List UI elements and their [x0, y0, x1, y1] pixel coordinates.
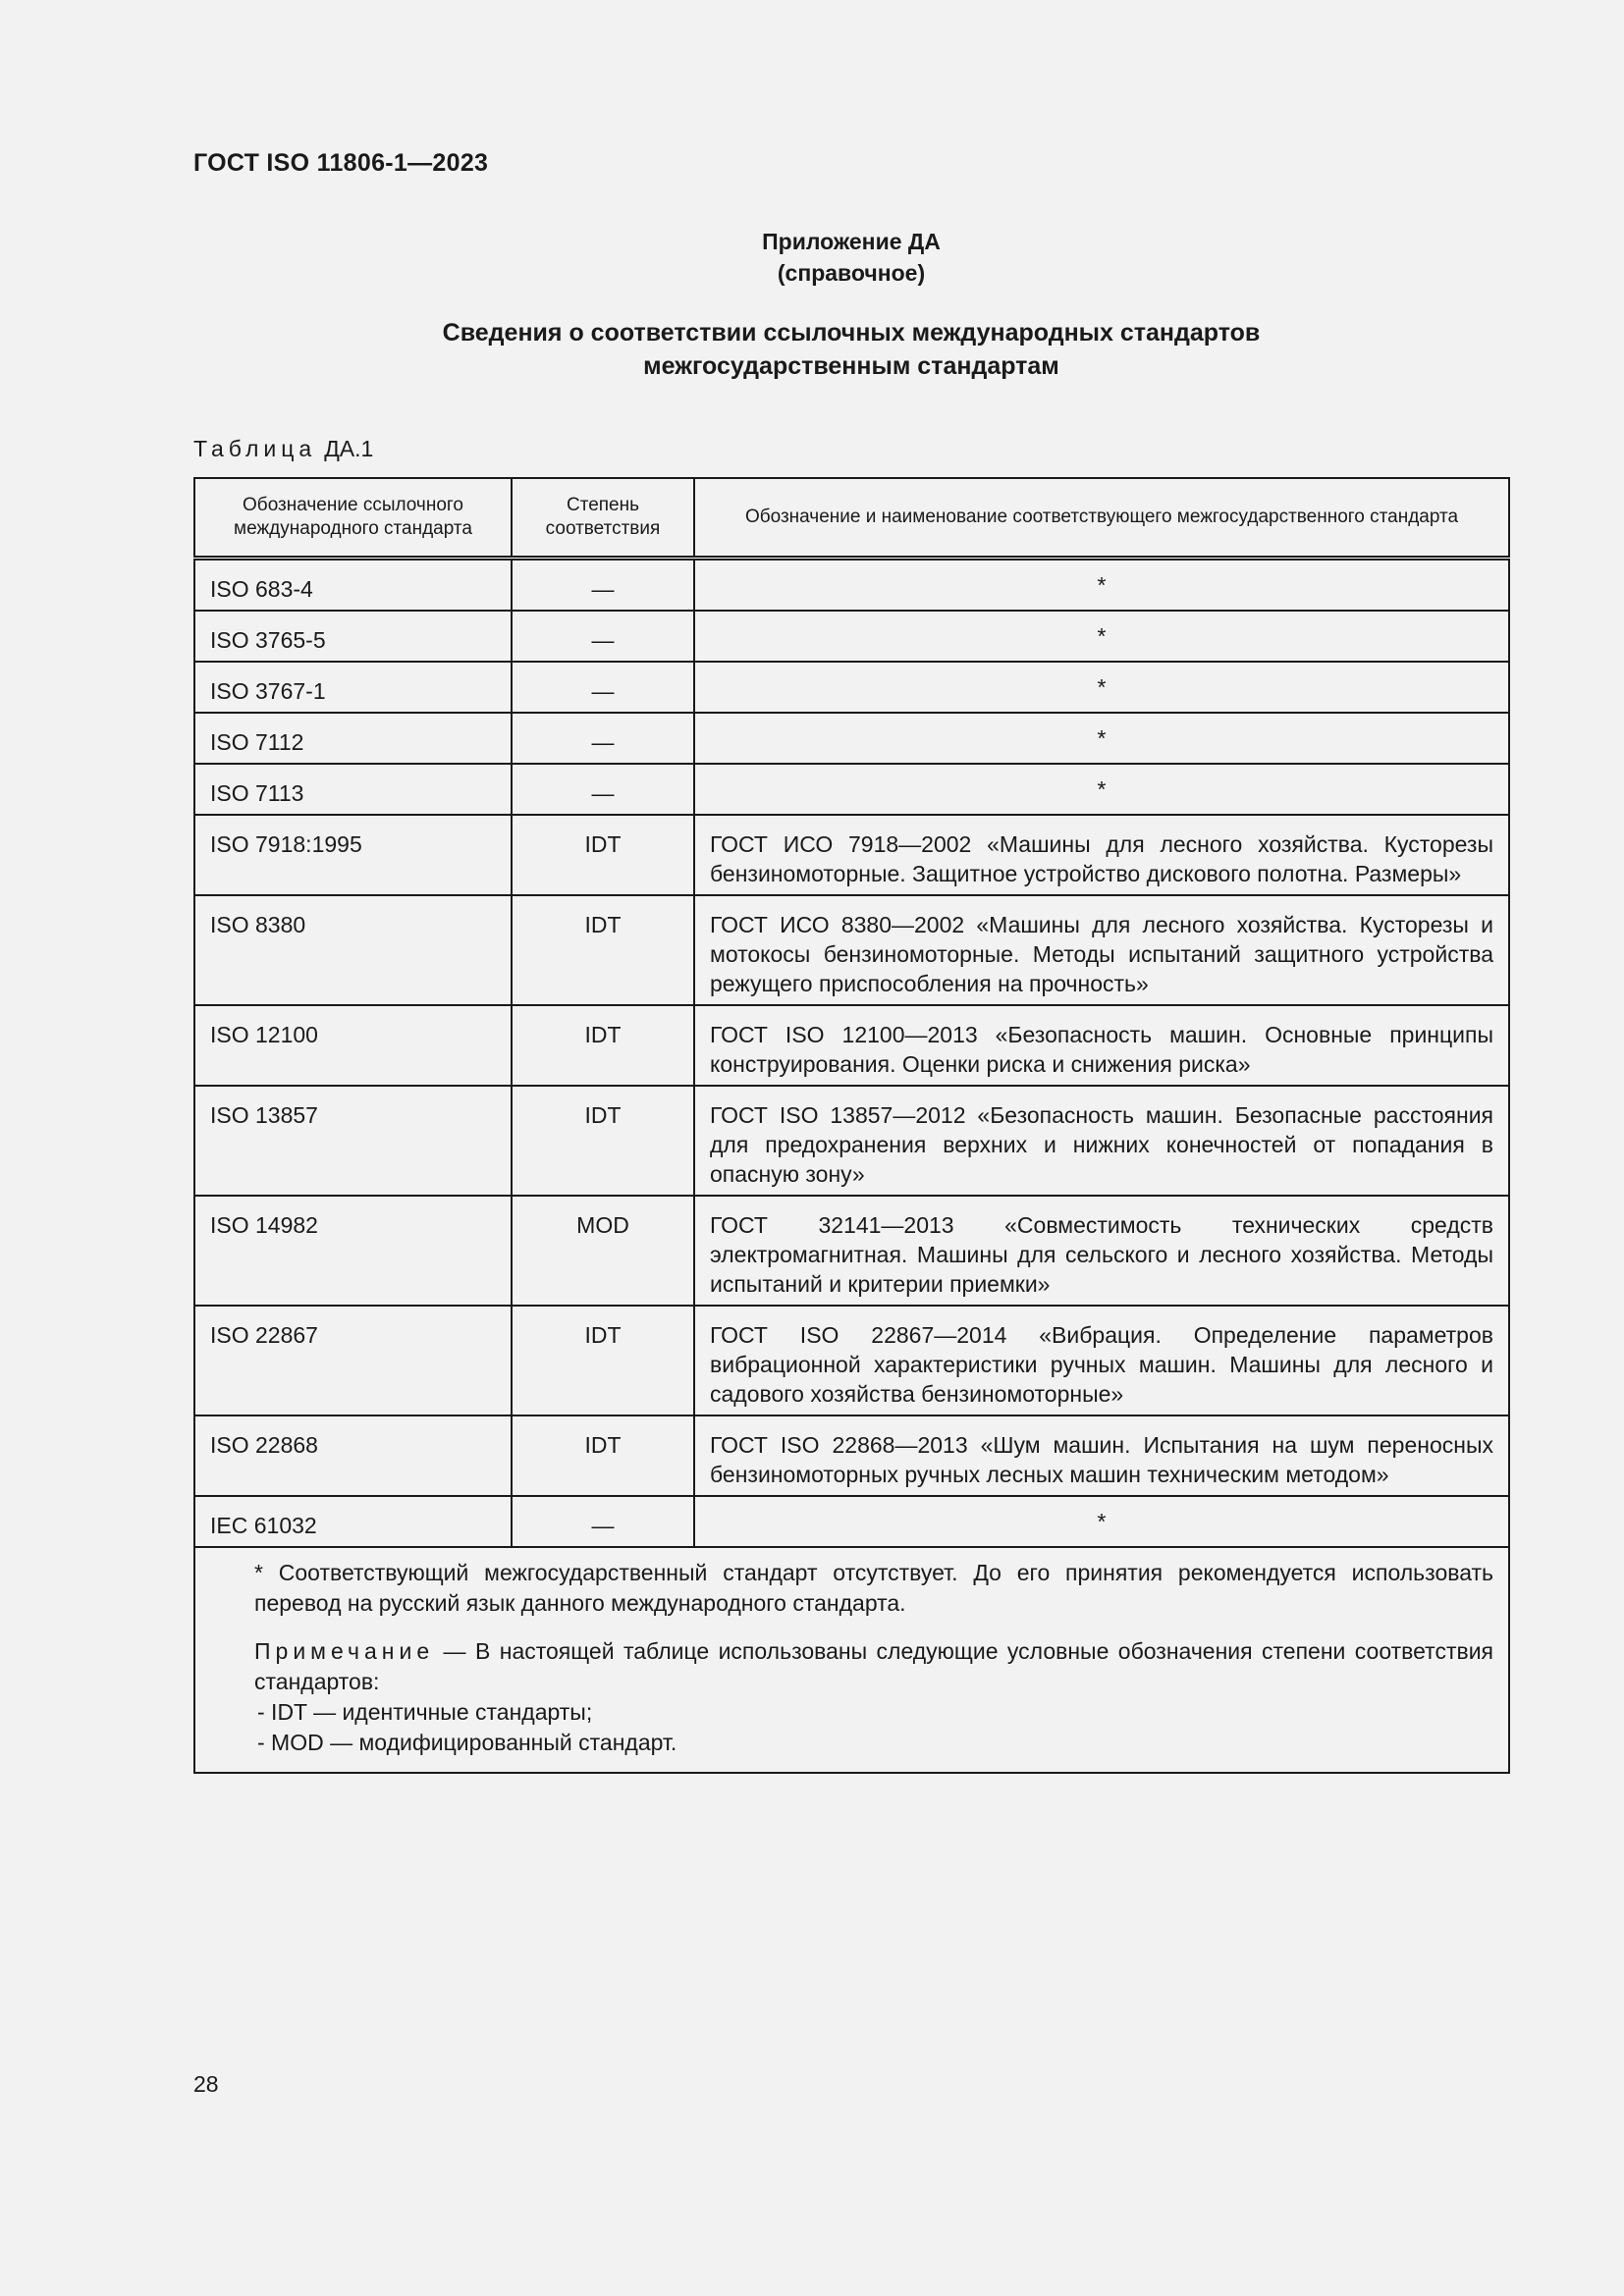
- degree-cell: IDT: [512, 1415, 694, 1496]
- header-degree: Степень соответствия: [512, 478, 694, 559]
- table-row: [194, 1196, 1509, 1306]
- table-row: [194, 1496, 1509, 1547]
- interstate-standard-cell: *: [694, 662, 1509, 713]
- reference-standard-cell: ISO 22867: [194, 1306, 512, 1415]
- degree-cell: MOD: [512, 1196, 694, 1306]
- table-row: [194, 815, 1509, 895]
- interstate-standard-cell: ГОСТ ИСО 8380—2002 «Машины для лесного хозяйства. Кусторезы и мотокосы бензиномоторные. Методы испытаний защитного устройства режущего приспособления на прочность»: [694, 895, 1509, 1005]
- table-row: [194, 1415, 1509, 1496]
- table-row: [194, 1005, 1509, 1086]
- reference-standard-cell: ISO 22868: [194, 1415, 512, 1496]
- reference-standard-cell: ISO 3765-5: [194, 611, 512, 662]
- header-reference-standard: Обозначение ссылочного международного стандарта: [194, 478, 512, 559]
- reference-standard-cell: ISO 3767-1: [194, 662, 512, 713]
- degree-cell: —: [512, 764, 694, 815]
- section-heading-line-1: Сведения о соответствии ссылочных международных стандартов: [442, 319, 1261, 347]
- annex-block: [193, 226, 1509, 289]
- degree-cell: —: [512, 662, 694, 713]
- interstate-standard-cell: ГОСТ ИСО 7918—2002 «Машины для лесного хозяйства. Кусторезы бензиномоторные. Защитное устройство дискового полотна. Размеры»: [694, 815, 1509, 895]
- degree-cell: IDT: [512, 895, 694, 1005]
- degree-cell: IDT: [512, 1306, 694, 1415]
- table-row: [194, 1306, 1509, 1415]
- header-interstate-standard: Обозначение и наименование соответствующего межгосударственного стандарта: [694, 478, 1509, 559]
- degree-cell: IDT: [512, 815, 694, 895]
- note-paragraph: [210, 1636, 1493, 1697]
- page-number: 28: [193, 2071, 219, 2097]
- reference-standard-cell: IEC 61032: [194, 1496, 512, 1547]
- section-heading: [193, 316, 1509, 383]
- table-footnotes: [194, 1547, 1509, 1773]
- degree-cell: IDT: [512, 1005, 694, 1086]
- table-body: [194, 559, 1509, 1548]
- degree-cell: —: [512, 559, 694, 612]
- reference-standard-cell: ISO 12100: [194, 1005, 512, 1086]
- section-heading-line-2: межгосударственным стандартам: [643, 352, 1059, 380]
- degree-cell: —: [512, 713, 694, 764]
- interstate-standard-cell: *: [694, 559, 1509, 612]
- interstate-standard-cell: ГОСТ ISO 22867—2014 «Вибрация. Определение параметров вибрационной характеристики ручных машин. Машины для лесного и садового хозяйства бензиномоторные»: [694, 1306, 1509, 1415]
- interstate-standard-cell: ГОСТ ISO 12100—2013 «Безопасность машин. Основные принципы конструирования. Оценки риска и снижения риска»: [694, 1005, 1509, 1086]
- table-footer-row: [194, 1547, 1509, 1773]
- table-caption: [193, 436, 373, 462]
- table-header-row: [194, 478, 1509, 559]
- annex-title: Приложение ДА: [762, 229, 941, 254]
- interstate-standard-cell: ГОСТ 32141—2013 «Совместимость технических средств электромагнитная. Машины для сельского и лесного хозяйства. Методы испытаний и критерии приемки»: [694, 1196, 1509, 1306]
- table-caption-word: Таблица: [193, 436, 317, 461]
- note-item-idt: - IDT — идентичные стандарты;: [257, 1699, 593, 1725]
- table-row: [194, 662, 1509, 713]
- table-row: [194, 713, 1509, 764]
- table-row: [194, 764, 1509, 815]
- interstate-standard-cell: ГОСТ ISO 13857—2012 «Безопасность машин. Безопасные расстояния для предохранения верхних и нижних конечностей от попадания в опасную зону»: [694, 1086, 1509, 1196]
- reference-standard-cell: ISO 13857: [194, 1086, 512, 1196]
- footnote-text: * Соответствующий межгосударственный стандарт отсутствует. До его принятия рекомендуется использовать перевод на русский язык данного международного стандарта.: [254, 1560, 1493, 1616]
- interstate-standard-cell: *: [694, 713, 1509, 764]
- table-caption-id: ДА.1: [324, 436, 374, 461]
- degree-cell: IDT: [512, 1086, 694, 1196]
- table-row: [194, 611, 1509, 662]
- note-text: — В настоящей таблице использованы следующие условные обозначения степени соответствия стандартов:: [254, 1638, 1493, 1694]
- table-row: [194, 559, 1509, 612]
- interstate-standard-cell: ГОСТ ISO 22868—2013 «Шум машин. Испытания на шум переносных бензиномоторных ручных лесных машин техническим методом»: [694, 1415, 1509, 1496]
- table-row: [194, 1086, 1509, 1196]
- interstate-standard-cell: *: [694, 1496, 1509, 1547]
- reference-standard-cell: ISO 8380: [194, 895, 512, 1005]
- annex-subtitle: (справочное): [777, 260, 926, 286]
- interstate-standard-cell: *: [694, 764, 1509, 815]
- reference-standard-cell: ISO 7113: [194, 764, 512, 815]
- reference-standard-cell: ISO 7918:1995: [194, 815, 512, 895]
- interstate-standard-cell: *: [694, 611, 1509, 662]
- reference-standard-cell: ISO 14982: [194, 1196, 512, 1306]
- table-row: [194, 895, 1509, 1005]
- degree-cell: —: [512, 611, 694, 662]
- degree-cell: —: [512, 1496, 694, 1547]
- standards-table: [193, 477, 1510, 1774]
- reference-standard-cell: ISO 683-4: [194, 559, 512, 612]
- note-item-mod: - MOD — модифицированный стандарт.: [257, 1730, 677, 1755]
- note-label: Примечание: [254, 1638, 435, 1664]
- reference-standard-cell: ISO 7112: [194, 713, 512, 764]
- document-code: ГОСТ ISO 11806-1—2023: [193, 149, 489, 177]
